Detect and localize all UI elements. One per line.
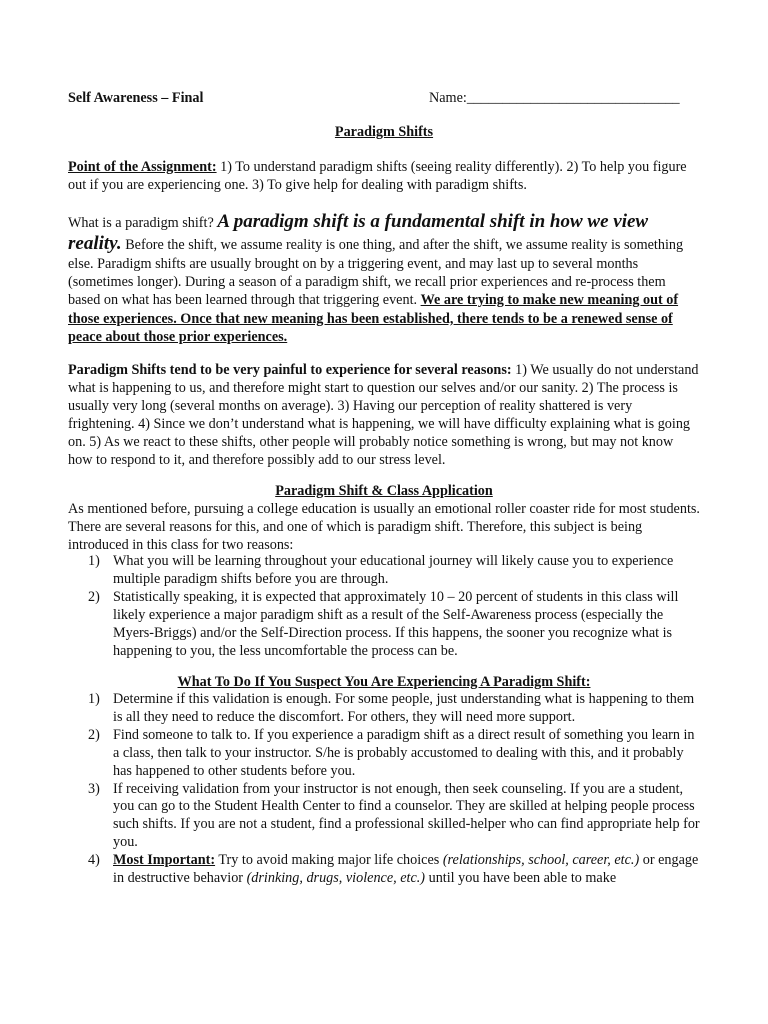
list-item: 3) If receiving validation from your instructor is not enough, then seek counseling. If you are a student, you can go to the Student Health Center to find a counselor. They are skilled at helping people process such shifts. If you are not a student, find a professional skilled-helper who can find appropriate help for you.	[88, 780, 700, 851]
page-title: Paradigm Shifts	[334, 124, 434, 140]
list-item: 4) Most Important: Try to avoid making major life choices (relationships, school, career, etc.) or engage in destructive behavior (drinking, drugs, violence, etc.) until you have been able to make	[88, 852, 699, 887]
definition-text: Before the shift, we assume reality is one thing, and after the shift, we assume reality is something else. Paradigm shifts are usually brought on by a triggering event, and may last up to several months (sometimes longer). During a season of a paradigm shift, we recall prior experiences and re-process them based on what has been learned through that triggering event.	[68, 237, 684, 309]
point-paragraph	[68, 159, 700, 195]
definition-emphasis: We are trying to make new meaning out of those experiences. Once that new meaning has been established, there tends to be a renewed sense of peace about those prior experiences.	[68, 292, 679, 345]
list-item: 2) Find someone to talk to. If you experience a paradigm shift as a direct result of something you learn in a class, then talk to your instructor. S/he is probably accustomed to dealing with this, and it probably has happened to other students before you.	[88, 726, 695, 779]
painful-paragraph	[68, 362, 700, 469]
header-row	[68, 90, 700, 108]
list-item: 1) What you will be learning throughout your educational journey will likely cause you to experience multiple paradigm shifts before you are through.	[88, 553, 674, 587]
name-field	[429, 90, 680, 108]
point-label: Point of the Assignment:	[68, 159, 217, 175]
list-item: 2) Statistically speaking, it is expected that approximately 10 – 20 percent of students in this class will likely experience a major paradigm shift as a result of the Self-Awareness process (especially the Myers-Briggs) and/or the Self-Direction process. If this happens, the sooner you recognize what is happening to you, the less uncomfortable the process can be.	[88, 588, 679, 659]
painful-text: 1) We usually do not understand what is happening to us, and therefore might start to question our selves and/or our sanity. 2) The process is usually very long (several months on average). 3) Having our perception of reality shattered is very frightening. 4) Since we don’t understand what is happening, we will have difficulty explaining what is going on. 5) As we react to these shifts, other people will probably notice something is wrong, but may not know how to respond to it, and therefore possibly add to our stress level.	[68, 362, 699, 468]
definition-paragraph	[68, 211, 700, 346]
todo-heading: What To Do If You Suspect You Are Experiencing A Paradigm Shift:	[177, 674, 591, 690]
painful-label: Paradigm Shifts tend to be very painful to experience for several reasons:	[68, 362, 512, 378]
most-important-label: Most Important:	[113, 852, 216, 869]
todo-list	[88, 691, 700, 888]
course-title: Self Awareness – Final	[68, 90, 204, 106]
name-line: ______________________________	[466, 90, 680, 106]
list-item: 1) Determine if this validation is enough. For some people, just understanding what is happening to them is all they need to reduce the discomfort. For others, they will need more support.	[88, 691, 695, 725]
application-list	[88, 553, 700, 660]
definition-question: What is a paradigm shift?	[68, 215, 218, 231]
definition-answer: A paradigm shift is a fundamental shift in how we view reality.	[68, 211, 649, 254]
application-intro: As mentioned before, pursuing a college education is usually an emotional roller coaster ride for most students. There are several reasons for this, and one of which is paradigm shift. Therefore, this subject is being introduced in this class for two reasons:	[68, 501, 700, 553]
application-heading: Paradigm Shift & Class Application	[275, 483, 493, 499]
name-label: Name:	[429, 90, 467, 106]
point-text: 1) To understand paradigm shifts (seeing reality differently). 2) To help you figure out if you are experiencing one. 3) To give help for dealing with paradigm shifts.	[68, 159, 687, 193]
